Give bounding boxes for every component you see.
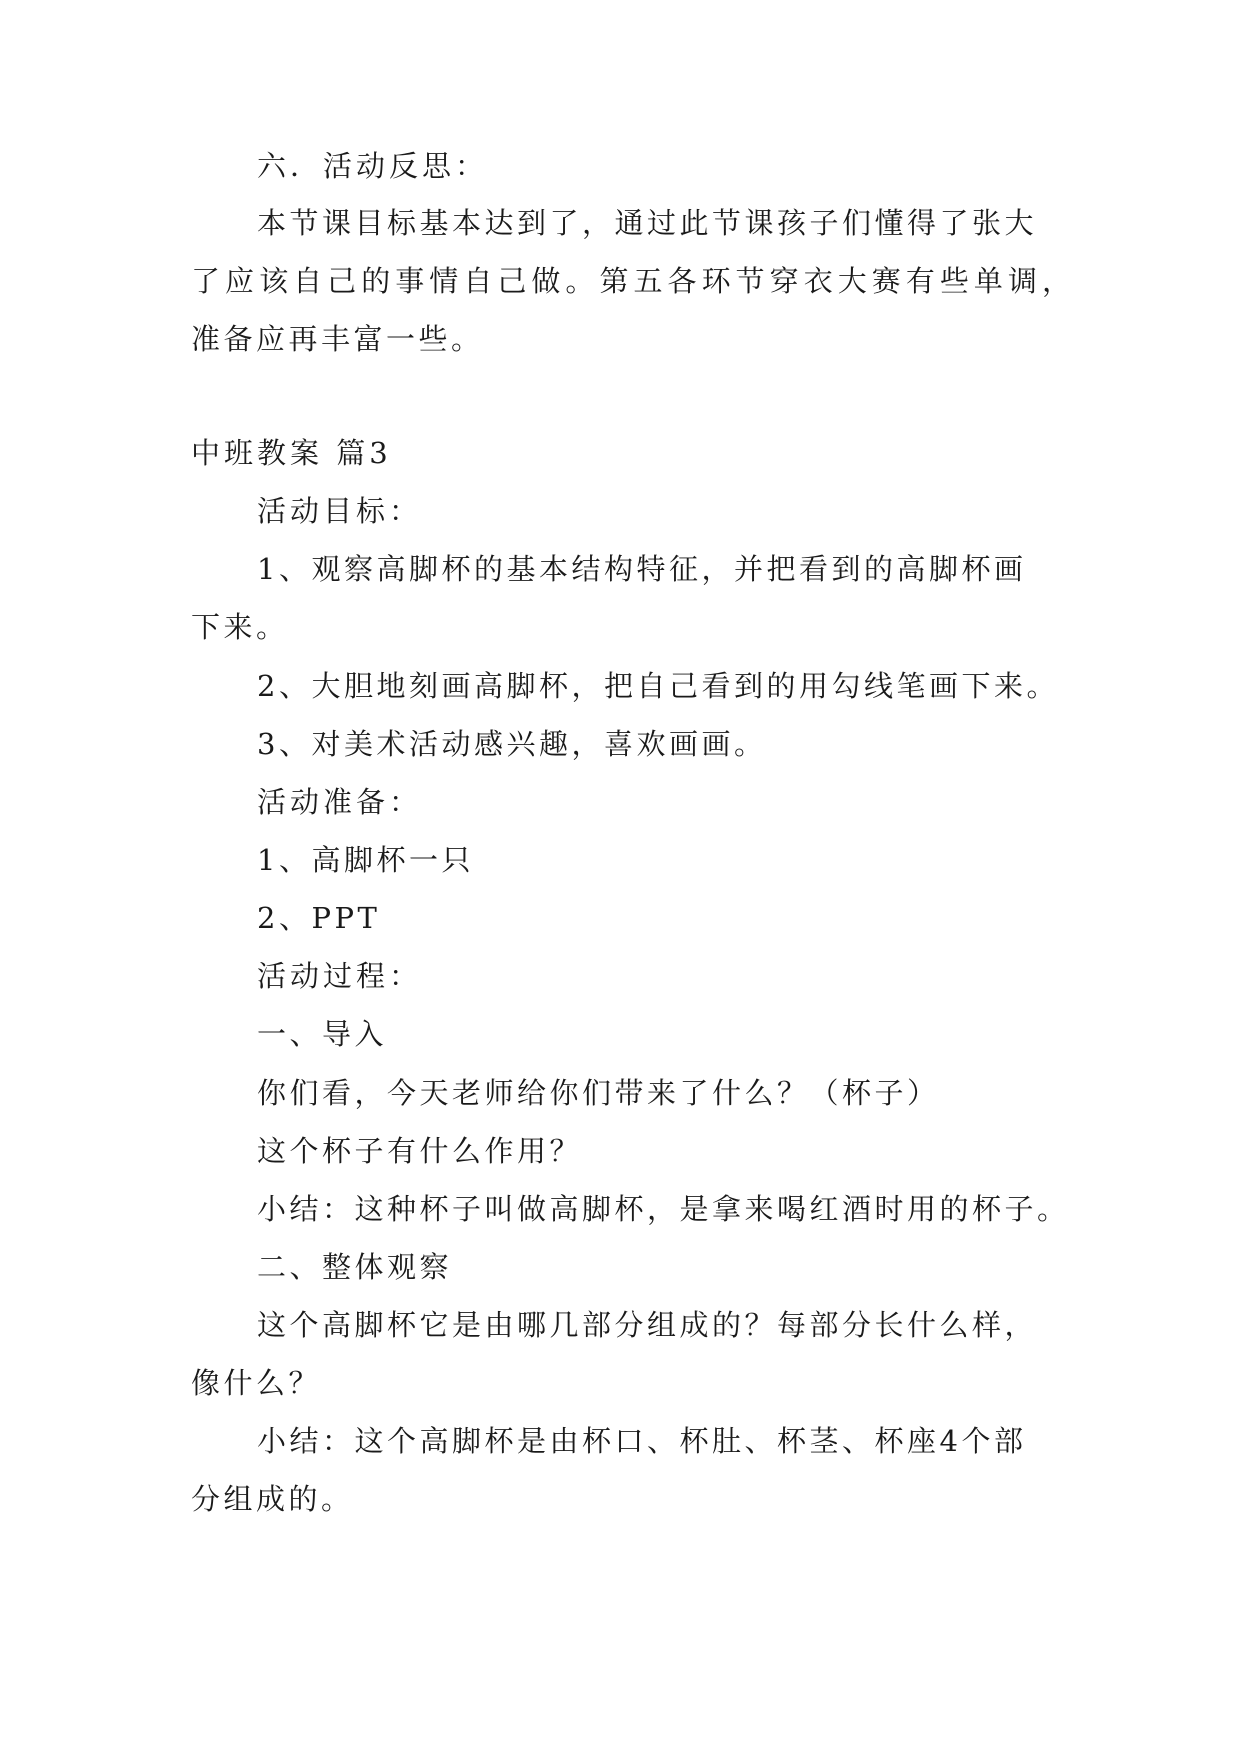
step-text-line: 这个杯子有什么作用？ — [257, 1134, 583, 1168]
step-text-line: 像什么？ — [191, 1366, 322, 1400]
reflection-heading: 六．活动反思： — [257, 149, 489, 183]
step-text-line: 你们看，今天老师给你们带来了什么？（杯子） — [257, 1076, 940, 1110]
reflection-paragraph-line: 本节课目标基本达到了，通过此节课孩子们懂得了张大 — [257, 206, 1038, 240]
goals-heading: 活动目标： — [257, 494, 423, 528]
goal-item-line: 3、对美术活动感兴趣，喜欢画画。 — [257, 727, 767, 761]
step-summary-line: 小结：这种杯子叫做高脚杯，是拿来喝红酒时用的杯子。 — [257, 1192, 1070, 1226]
step-title: 二、整体观察 — [257, 1250, 453, 1284]
step-summary-line: 分组成的。 — [191, 1482, 354, 1516]
reflection-paragraph-line: 了应该自己的事情自己做。第五各环节穿衣大赛有些单调， — [191, 264, 1071, 298]
goal-item-line: 1、观察高脚杯的基本结构特征，并把看到的高脚杯画 — [257, 552, 1027, 586]
step-text-line: 这个高脚杯它是由哪几部分组成的？每部分长什么样， — [257, 1308, 1038, 1342]
step-summary-line: 小结：这个高脚杯是由杯口、杯肚、杯茎、杯座4个部 — [257, 1424, 1027, 1458]
process-heading: 活动过程： — [257, 959, 423, 993]
prep-item: 2、PPT — [257, 901, 381, 935]
prep-item: 1、高脚杯一只 — [257, 843, 474, 877]
goal-item-line: 2、大胆地刻画高脚杯，把自己看到的用勾线笔画下来。 — [257, 669, 1059, 703]
step-title: 一、导入 — [257, 1017, 388, 1051]
prep-heading: 活动准备： — [257, 785, 423, 819]
section-title: 中班教案 篇3 — [191, 436, 392, 470]
reflection-paragraph-line: 准备应再丰富一些。 — [191, 322, 484, 356]
goal-item-line: 下来。 — [191, 610, 289, 644]
